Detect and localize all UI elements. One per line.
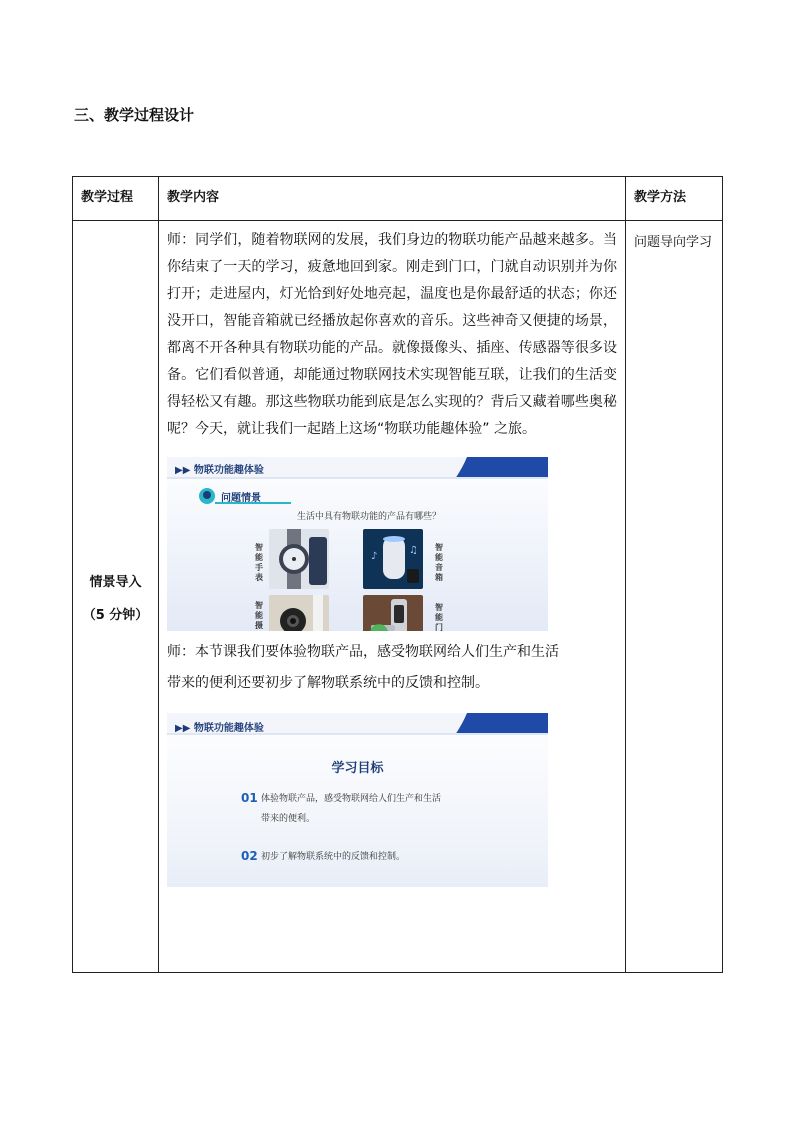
- method-cell: 问题导向学习: [626, 221, 723, 973]
- goals-title: 学习目标: [331, 761, 384, 776]
- smart-lock-image: [363, 595, 423, 631]
- product-label-camera: 智能摄: [255, 601, 263, 630]
- slide-header-title: ▶▶ 物联功能趣体验: [175, 723, 264, 734]
- goal-text: 初步了解物联系统中的反馈和控制。: [261, 852, 406, 862]
- product-label-lock: 智能门: [435, 603, 443, 631]
- header-process: 教学过程: [73, 177, 159, 221]
- slide-learning-goals: [167, 709, 548, 887]
- stage-duration: （5 分钟）: [82, 607, 149, 623]
- slide-problem-scenario: [167, 453, 548, 631]
- stage-cell: [73, 221, 159, 973]
- product-label-speaker: 智能音箱: [435, 543, 443, 582]
- slide-header-title: ▶▶ 物联功能趣体验: [175, 465, 264, 476]
- section-title: 三、教学过程设计: [74, 106, 195, 124]
- svg-text:♫: ♫: [409, 545, 418, 556]
- header-method: 教学方法: [626, 177, 723, 221]
- objective-paragraph: [167, 637, 617, 699]
- goal-text: 体验物联产品，感受物联网给人们生产和生活 带来的便利。: [261, 794, 442, 824]
- product-label-watch: 智能手表: [255, 543, 263, 582]
- smart-camera-image: [269, 595, 329, 631]
- smart-speaker-image: [363, 529, 423, 589]
- table-row: [73, 221, 723, 973]
- slide-question: 生活中具有物联功能的产品有哪些？: [297, 512, 442, 522]
- objective-line-2: 带来的便利还要初步了解物联系统中的反馈和控制。: [167, 675, 489, 691]
- intro-paragraph: 师：同学们，随着物联网的发展，我们身边的物联功能产品越来越多。当你结束了一天的学习，疲惫地回到家。刚走到门口，门就自动识别并为你打开；走进屋内，灯光恰到好处地亮起，温度也是你最舒适的状态；你还没开口，智能音箱就已经播放起你喜欢的音乐。这些神奇又便捷的场景，都离不开各种具有物联功能的产品。就像摄像头、插座、传感器等很多设备。它们看似普通，却能通过物联网技术实现智能互联，让我们的生活变得轻松又有趣。那这些物联功能到底是怎么实现的？背后又藏着哪些奥秘呢？今天，就让我们一起踏上这场“物联功能趣体验” 之旅。: [167, 232, 617, 437]
- goal-number: 02: [241, 849, 258, 863]
- content-cell: [159, 221, 626, 973]
- objective-line-1: 师：本节课我们要体验物联产品，感受物联网给人们生产和生活: [167, 644, 559, 660]
- svg-text:♪: ♪: [371, 551, 378, 562]
- table-header-row: [73, 177, 723, 221]
- stage-name: 情景导入: [89, 574, 142, 590]
- goal-number: 01: [241, 791, 258, 805]
- smart-watch-image: [269, 529, 329, 589]
- tag-label: 问题情景: [221, 493, 261, 504]
- header-content: 教学内容: [159, 177, 626, 221]
- teaching-process-table: [72, 176, 723, 973]
